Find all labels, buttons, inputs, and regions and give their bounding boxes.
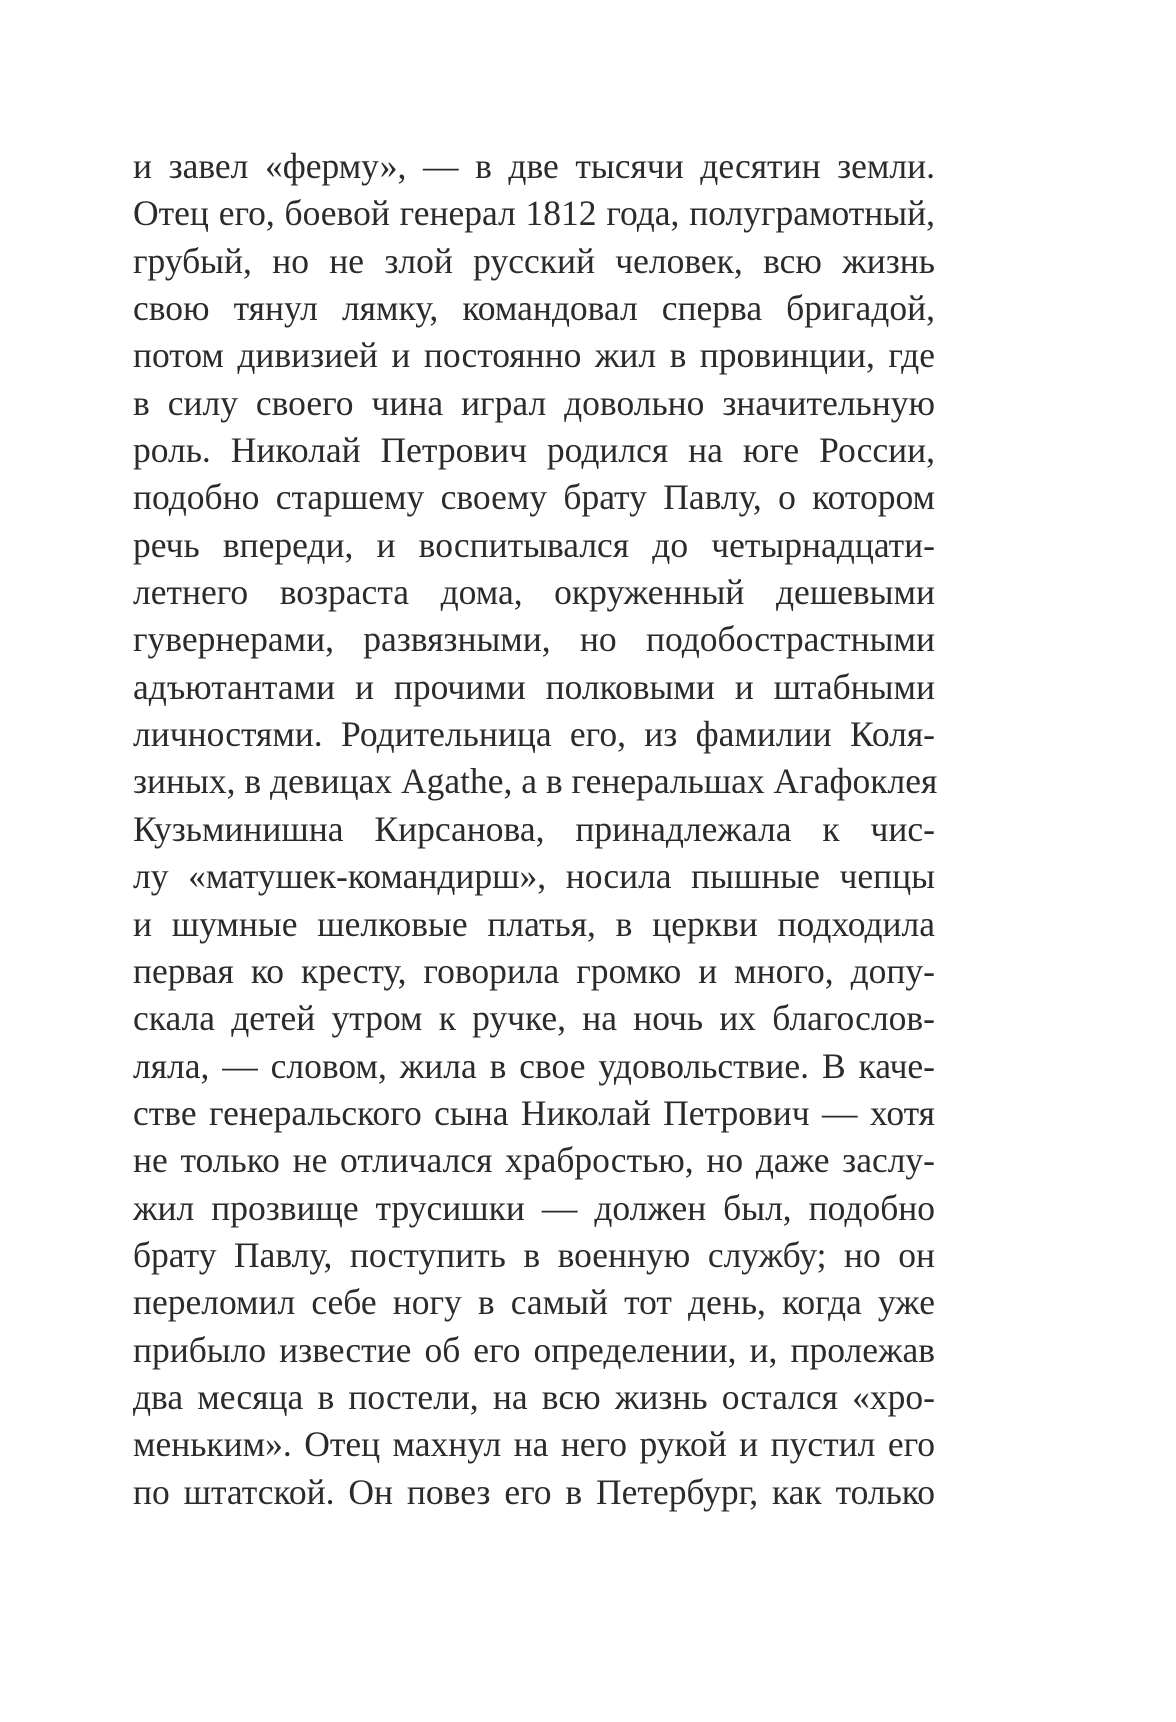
text-line: летнего возраста дома, окруженный дешевыми bbox=[133, 572, 935, 613]
text-line: свою тянул лямку, командовал сперва бригадой, bbox=[133, 288, 935, 329]
text-line: переломил себе ногу в самый тот день, когда уже bbox=[133, 1282, 935, 1323]
text-line: ляла, — словом, жила в свое удовольствие. В каче- bbox=[133, 1045, 935, 1086]
text-line: не только не отличался храбростью, но даже заслу- bbox=[133, 1140, 935, 1181]
text-line: Отец его, боевой генерал 1812 года, полуграмотный, bbox=[133, 193, 935, 234]
text-line: стве генеральского сына Николай Петрович — хотя bbox=[133, 1092, 935, 1133]
text-line: по штатской. Он повез его в Петербург, как только bbox=[133, 1471, 935, 1512]
text-line: роль. Николай Петрович родился на юге России, bbox=[133, 430, 935, 471]
text-line: подобно старшему своему брату Павлу, о котором bbox=[133, 477, 935, 518]
text-line: в силу своего чина играл довольно значительную bbox=[133, 382, 935, 423]
text-line: скала детей утром к ручке, на ночь их благослов- bbox=[133, 998, 935, 1039]
text-line: прибыло известие об его определении, и, пролежав bbox=[133, 1329, 935, 1370]
text-line: лу «матушек-командирш», носила пышные чепцы bbox=[133, 856, 935, 897]
text-line: грубый, но не злой русский человек, всю жизнь bbox=[133, 240, 935, 281]
text-line: меньким». Отец махнул на него рукой и пустил его bbox=[133, 1424, 935, 1465]
text-line: адъютантами и прочими полковыми и штабными bbox=[133, 666, 935, 707]
book-page-text bbox=[133, 143, 938, 1516]
text-line: жил прозвище трусишки — должен был, подобно bbox=[133, 1187, 935, 1228]
text-line: гувернерами, развязными, но подобострастными bbox=[133, 619, 935, 660]
text-line: потом дивизией и постоянно жил в провинции, где bbox=[133, 335, 935, 376]
text-line: зиных, в девицах Agathe, а в генеральшах Агафоклея bbox=[133, 761, 938, 802]
text-line: личностями. Родительница его, из фамилии Коля- bbox=[133, 714, 935, 755]
text-line: и завел «ферму», — в две тысячи десятин земли. bbox=[133, 146, 935, 186]
text-line: и шумные шелковые платья, в церкви подходила bbox=[133, 903, 935, 944]
text-line: Кузьминишна Кирсанова, принадлежала к чис- bbox=[133, 808, 935, 849]
text-line: первая ко кресту, говорила громко и много, допу- bbox=[133, 950, 935, 991]
text-line: два месяца в постели, на всю жизнь остался «хро- bbox=[133, 1376, 935, 1417]
text-line: брату Павлу, поступить в военную службу; но он bbox=[133, 1234, 935, 1275]
text-line: речь впереди, и воспитывался до четырнадцати- bbox=[133, 524, 935, 565]
